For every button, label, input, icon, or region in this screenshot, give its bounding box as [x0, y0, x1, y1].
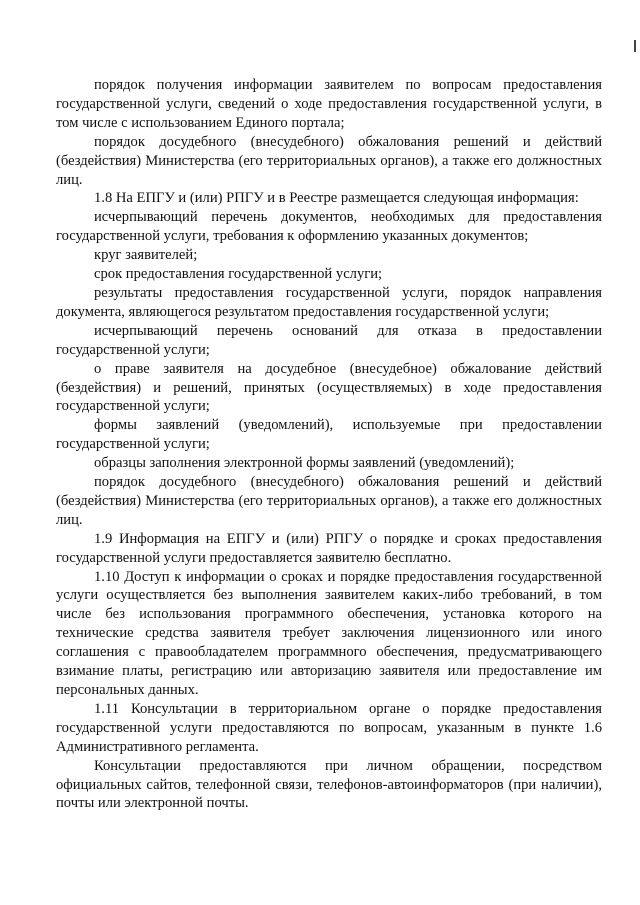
paragraph-info-order: порядок получения информации заявителем по вопросам предоставления государственной услуги, сведений о ходе предоставления государственной услуги, в том числе с использованием Единого портала; [56, 77, 602, 131]
paragraph-results: результаты предоставления государственной услуги, порядок направления документа, являющегося результатом предоставления государственной услуги; [56, 284, 602, 320]
paragraph-service-term: срок предоставления государственной услуги; [94, 266, 383, 283]
paragraph-consultations: Консультации предоставляются при личном обращении, посредством официальных сайтов, телефонной связи, телефонов-автоинформаторов (при наличии), почты или электронной почты. [56, 757, 602, 812]
document-body [56, 76, 602, 813]
paragraph-applicants: круг заявителей; [94, 247, 198, 264]
paragraph-1-8: 1.8 На ЕПГУ и (или) РПГУ и в Реестре размещается следующая информация: [94, 190, 579, 207]
paragraph-1-9: 1.9 Информация на ЕПГУ и (или) РПГУ о порядке и сроках предоставления государственной услуги предоставляется заявителю бесплатно. [56, 530, 602, 566]
paragraph-documents-list: исчерпывающий перечень документов, необходимых для предоставления государственной услуги, требования к оформлению указанных документов; [56, 209, 602, 245]
paragraph-appeal-order-2: порядок досудебного (внесудебного) обжалования решений и действий (бездействия) Министерства (его территориальных органов), а также его должностных лиц. [56, 474, 602, 528]
paragraph-appeal-right: о праве заявителя на досудебное (внесудебное) обжалование действий (бездействия) и решений, принятых (осуществляемых) в ходе предоставления государственной услуги; [56, 360, 602, 415]
paragraph-refusal-grounds: исчерпывающий перечень оснований для отказа в предоставлении государственной услуги; [56, 322, 602, 358]
scan-margin-mark [634, 40, 636, 52]
paragraph-forms: формы заявлений (уведомлений), используемые при предоставлении государственной услуги; [56, 417, 602, 453]
paragraph-samples: образцы заполнения электронной формы заявлений (уведомлений); [94, 455, 515, 472]
paragraph-1-11: 1.11 Консультации в территориальном органе о порядке предоставления государственной услуги предоставляются по вопросам, указанным в пункте 1.6 Административного регламента. [56, 700, 602, 755]
paragraph-appeal-order: порядок досудебного (внесудебного) обжалования решений и действий (бездействия) Министерства (его территориальных органов), а также его должностных лиц. [56, 133, 602, 188]
paragraph-1-10: 1.10 Доступ к информации о сроках и порядке предоставления государственной услуги осуществляется без выполнения заявителем каких-либо требований, в том числе без использования программного обеспечения, установка которого на технические средства заявителя требует заключения лицензионного или иного соглашения с правообладателем программного обеспечения, предусматривающего взимание платы, регистрацию или авторизацию заявителя или предоставление им персональных данных. [56, 568, 602, 698]
